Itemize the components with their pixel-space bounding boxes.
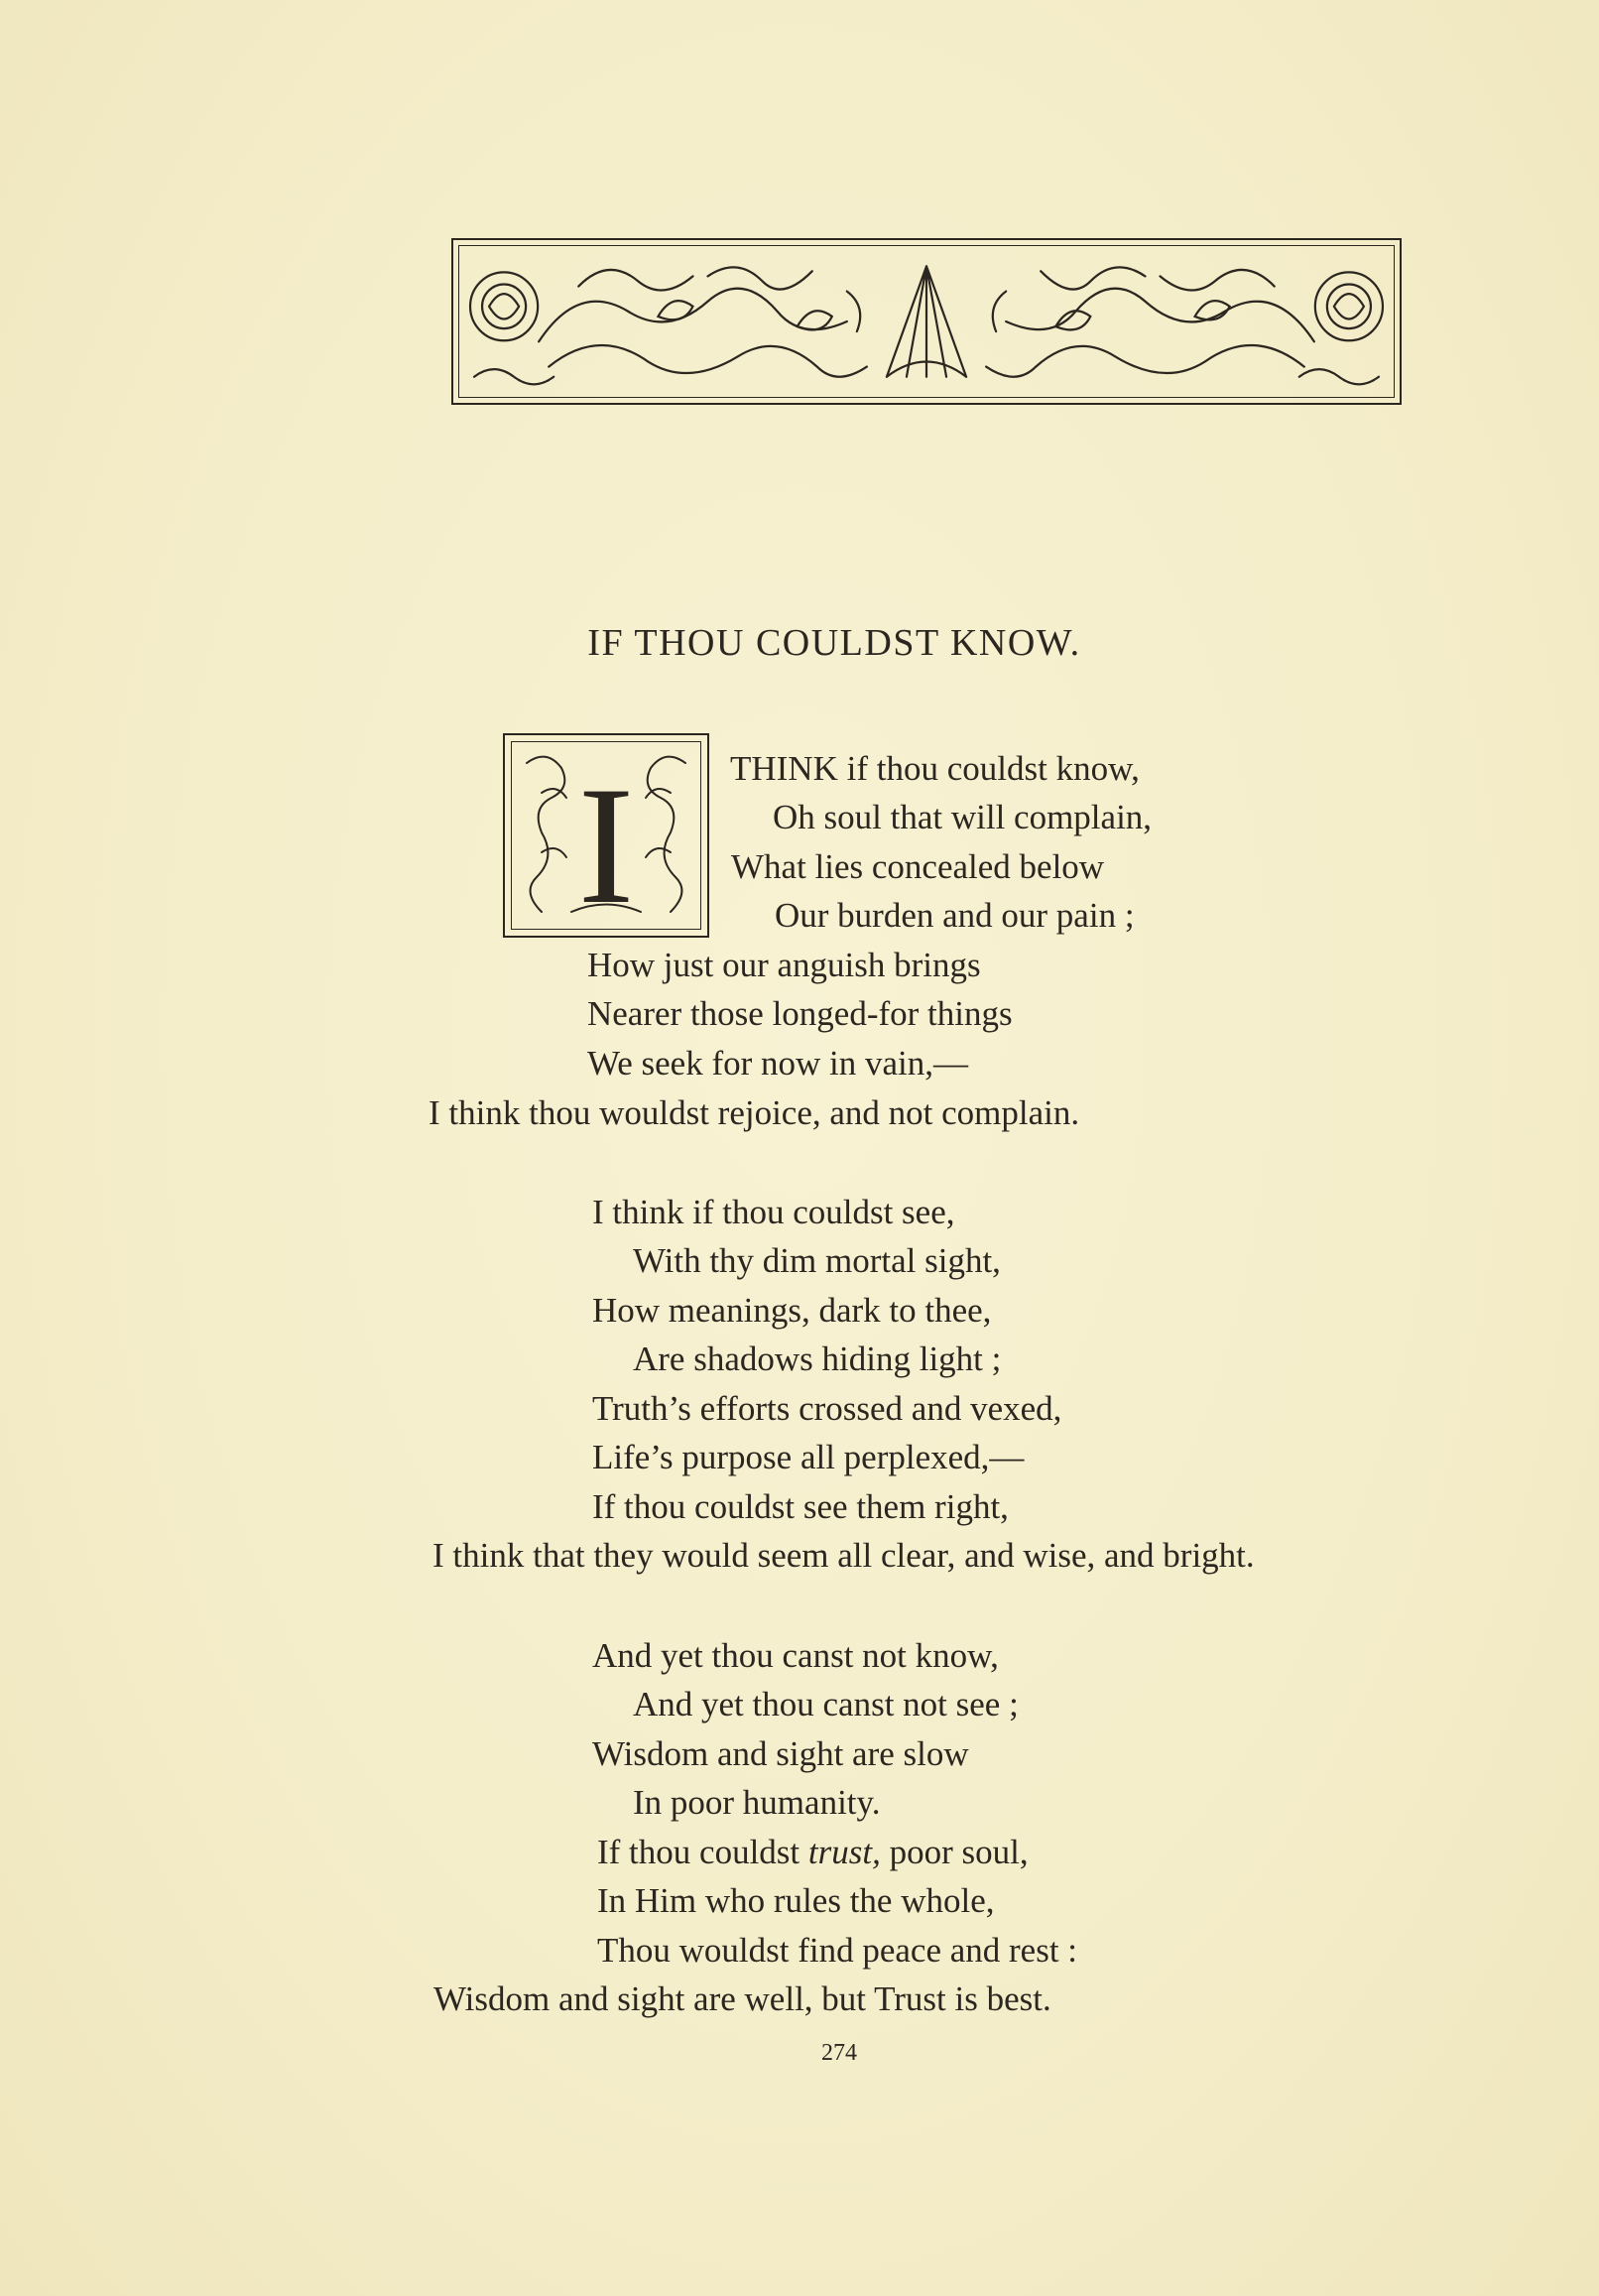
- ornamental-headpiece: [451, 238, 1402, 405]
- poem-line: And yet thou canst not know,: [592, 1636, 999, 1675]
- poem-line: With thy dim mortal sight,: [633, 1241, 1001, 1280]
- poem-line: THINK if thou couldst know,: [730, 749, 1140, 788]
- poem-line: Life’s purpose all perplexed,—: [592, 1438, 1025, 1476]
- page-number: 274: [821, 2040, 857, 2066]
- poem-line: We seek for now in vain,—: [587, 1044, 969, 1083]
- poem-line: I think if thou couldst see,: [592, 1193, 955, 1231]
- poem-line: Truth’s efforts crossed and vexed,: [592, 1389, 1062, 1428]
- poem-line: I think thou wouldst rejoice, and not complain.: [429, 1093, 1080, 1132]
- poem-line: And yet thou canst not see ;: [633, 1685, 1019, 1723]
- poem-line: How just our anguish brings: [587, 946, 981, 984]
- poem-line: In poor humanity.: [633, 1783, 881, 1822]
- poem-line-segment: poor soul,: [889, 1833, 1029, 1871]
- poem-line: Are shadows hiding light ;: [633, 1339, 1002, 1378]
- poem-line: How meanings, dark to thee,: [592, 1291, 992, 1330]
- ornamental-drop-cap: [503, 733, 709, 938]
- poem-line: Oh soul that will complain,: [773, 798, 1153, 836]
- poem-line-segment: If thou couldst: [597, 1833, 800, 1871]
- poem-title: IF THOU COULDST KNOW.: [587, 622, 1081, 664]
- poem-line: If thou couldst see them right,: [592, 1487, 1009, 1526]
- svg-text:I: I: [577, 752, 635, 929]
- poem-line: Wisdom and sight are well, but Trust is best.: [433, 1979, 1051, 2018]
- poem-line: In Him who rules the whole,: [597, 1881, 995, 1920]
- italic-word-trust: trust,: [807, 1833, 881, 1871]
- poem-line-with-italic: [597, 1835, 1029, 1869]
- poem-line: Wisdom and sight are slow: [592, 1734, 969, 1773]
- poem-line: Thou wouldst find peace and rest :: [597, 1931, 1078, 1970]
- drop-cap-letter-i: [512, 742, 700, 929]
- poem-line: Our burden and our pain ;: [775, 896, 1135, 935]
- floral-scroll-ornament: [459, 246, 1394, 397]
- poem-line: What lies concealed below: [731, 847, 1105, 886]
- poem-line: Nearer those longed-for things: [587, 994, 1013, 1033]
- poem-line: I think that they would seem all clear, and wise, and bright.: [432, 1536, 1255, 1575]
